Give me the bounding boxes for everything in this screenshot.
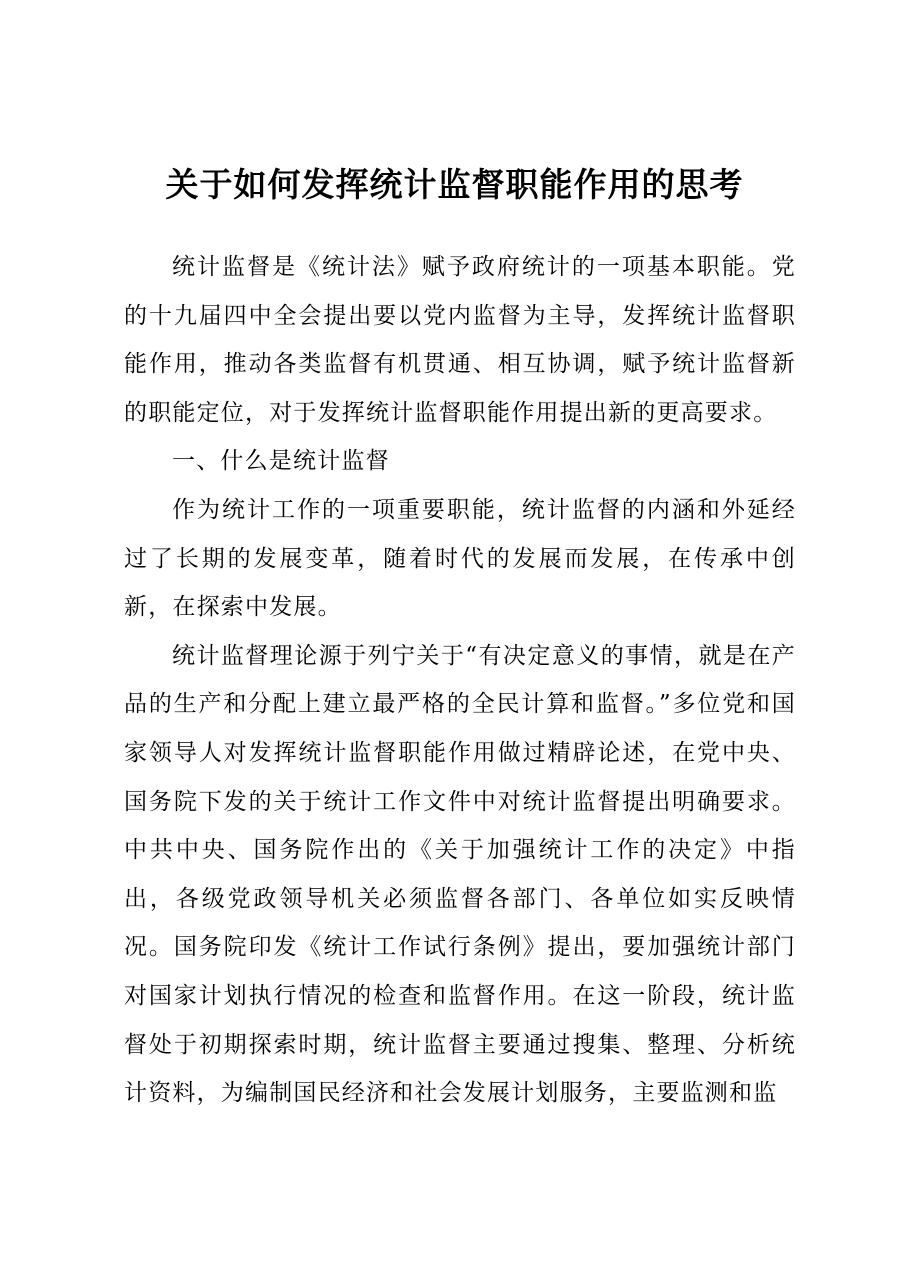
document-body (124, 243, 796, 1118)
paragraph-intro: 统计监督是《统计法》赋予政府统计的一项基本职能。党的十九届四中全会提出要以党内监督为主导，发挥统计监督职能作用，推动各类监督有机贯通、相互协调，赋予统计监督新的职能定位，对于发挥统计监督职能作用提出新的更高要求。 (124, 254, 796, 426)
section-heading-1: 一、什么是统计监督 (172, 448, 390, 475)
paragraph-theory: 统计监督理论源于列宁关于“有决定意义的事情，就是在产品的生产和分配上建立最严格的全民计算和监督。”多位党和国家领导人对发挥统计监督职能作用做过精辟论述，在党中央、国务院下发的关于统计工作文件中对统计监督提出明确要求。中共中央、国务院作出的《关于加强统计工作的决定》中指出，各级党政领导机关必须监督各部门、各单位如实反映情况。国务院印发《统计工作试行条例》提出，要加强统计部门对国家计划执行情况的检查和监督作用。在这一阶段，统计监督处于初期探索时期，统计监督主要通过搜集、整理、分析统计资料，为编制国民经济和社会发展计划服务，主要监测和监 (124, 642, 796, 1107)
paragraph-connotation: 作为统计工作的一项重要职能，统计监督的内涵和外延经过了长期的发展变革，随着时代的发展而发展，在传承中创新，在探索中发展。 (124, 496, 796, 621)
document-title: 关于如何发挥统计监督职能作用的思考 (165, 165, 744, 204)
